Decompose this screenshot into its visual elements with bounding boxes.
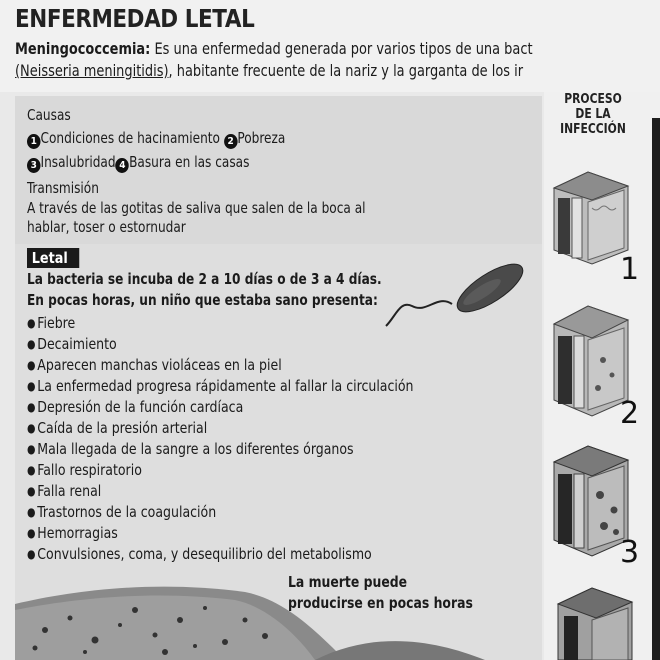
death-warning [288,572,473,614]
death-line-2: producirse en pocas horas [288,594,473,612]
transmission-heading: Transmisión [27,179,99,197]
number-badge: 2 [224,134,238,149]
stage-number-2: 2 [620,396,640,431]
intro-term: Meningococcemia: [15,39,151,58]
cause-item: Condiciones de hacinamiento [40,129,220,147]
list-item: ● Depresión de la función cardíaca [27,397,414,418]
page-edge-strip [652,118,660,660]
stage-number-3: 3 [620,535,640,570]
number-badge: 1 [27,134,41,149]
page-title: ENFERMEDAD LETAL [15,4,255,33]
causes-row-1 [27,129,285,149]
process-heading-line: DE LA [575,107,611,122]
transmission-line-1: A través de las gotitas de saliva que salen de la boca al [27,199,366,217]
process-heading-line: INFECCIÓN [560,122,626,137]
transmission-line-2: hablar, toser o estornudar [27,218,186,236]
list-item: ● Trastornos de la coagulación [27,502,414,523]
list-item: ● La enfermedad progresa rápidamente al fallar la circulación [27,376,414,397]
vessel-stage-4-illustration [552,582,636,660]
number-badge: 3 [27,158,41,173]
intro-text: Es una enfermedad generada por varios tipos de una bact [150,39,533,58]
process-heading [550,92,636,137]
header [0,0,660,92]
symptoms-list [27,313,414,565]
intro-scientific-name: (Neisseria meningitidis) [15,61,169,80]
list-item: ● Mala llegada de la sangre a los diferentes órganos [27,439,414,460]
causes-heading: Causas [27,106,71,124]
number-badge: 4 [116,158,130,173]
intro-paragraph [15,38,660,82]
list-item: ● Fallo respiratorio [27,460,414,481]
symptoms-intro: En pocas horas, un niño que estaba sano presenta: [27,291,378,309]
death-line-1: La muerte puede [288,573,408,591]
stage-number-1: 1 [620,252,640,287]
list-item: ● Convulsiones, coma, y desequilibrio del metabolismo [27,544,414,565]
list-item: ● Fiebre [27,313,414,334]
cause-item: Pobreza [237,129,286,147]
intro-text-line2: , habitante frecuente de la nariz y la garganta de los ir [168,61,524,80]
cause-item: Basura en las casas [129,153,250,171]
cause-item: Insalubridad [40,153,116,171]
process-heading-line: PROCESO [564,92,622,107]
list-item: ● Falla renal [27,481,414,502]
list-item: ● Decaimiento [27,334,414,355]
causes-row-2 [27,153,249,173]
letal-tag: Letal [27,248,79,268]
list-item: ● Caída de la presión arterial [27,418,414,439]
incubation-text: La bacteria se incuba de 2 a 10 días o de 3 a 4 días. [27,270,382,288]
list-item: ● Hemorragias [27,523,414,544]
list-item: ● Aparecen manchas violáceas en la piel [27,355,414,376]
